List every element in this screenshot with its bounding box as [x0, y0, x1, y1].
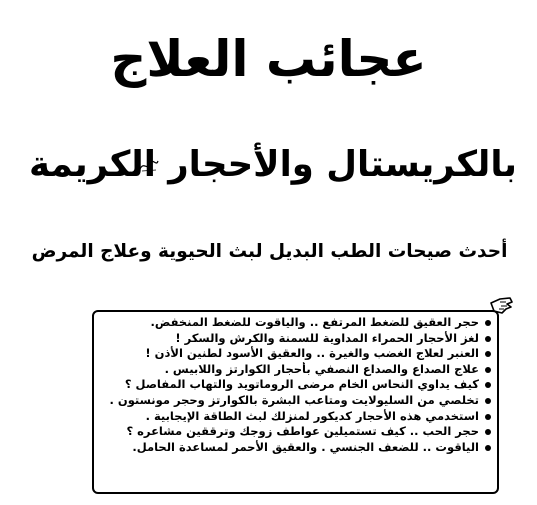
bullet-icon	[485, 414, 491, 420]
bullet-icon	[485, 429, 491, 435]
bullet-icon	[485, 336, 491, 342]
list-item: علاج الصداع والصداع النصفي بأحجار الكوارتز واللابيس .	[102, 362, 491, 378]
list-item: لغز الأحجار الحمراء المداوية للسمنة والكرش والسكر !	[102, 331, 491, 347]
title-line-1: عجائب العلاج	[110, 30, 427, 88]
bullet-icon	[485, 367, 491, 373]
list-item: تخلصي من السليولايت ومتاعب البشرة بالكوارتز وحجر مونستون .	[102, 393, 491, 409]
bullet-icon	[485, 382, 491, 388]
list-item: الياقوت .. للضعف الجنسي . والعقيق الأحمر لمساعدة الحامل.	[102, 440, 491, 456]
bullet-icon	[485, 445, 491, 451]
bullet-icon	[485, 351, 491, 357]
list-item: حجر الحب .. كيف تستميلين عواطف زوجك وترققين مشاعره ؟	[102, 424, 491, 440]
list-item: استخدمي هذه الأحجار كديكور لمنزلك لبث الطاقة الإيجابية .	[102, 409, 491, 425]
subtitle: أحدث صيحات الطب البديل لبث الحيوية وعلاج المرض	[31, 241, 508, 262]
feature-list	[102, 315, 491, 455]
feature-list-box	[92, 310, 499, 494]
bullet-icon	[485, 320, 491, 326]
title-line-2: بالكريستال والأحجار الكريمة	[28, 144, 517, 185]
bullet-icon	[485, 398, 491, 404]
list-item: كيف يداوي النحاس الخام مرضى الروماتويد والتهاب المفاصل ؟	[102, 377, 491, 393]
list-item: حجر العقيق للضغط المرتفع .. والياقوت للضغط المنخفض.	[102, 315, 491, 331]
list-item: العنبر لعلاج الغضب والغيرة .. والعقيق الأسود لطنين الأذن !	[102, 346, 491, 362]
